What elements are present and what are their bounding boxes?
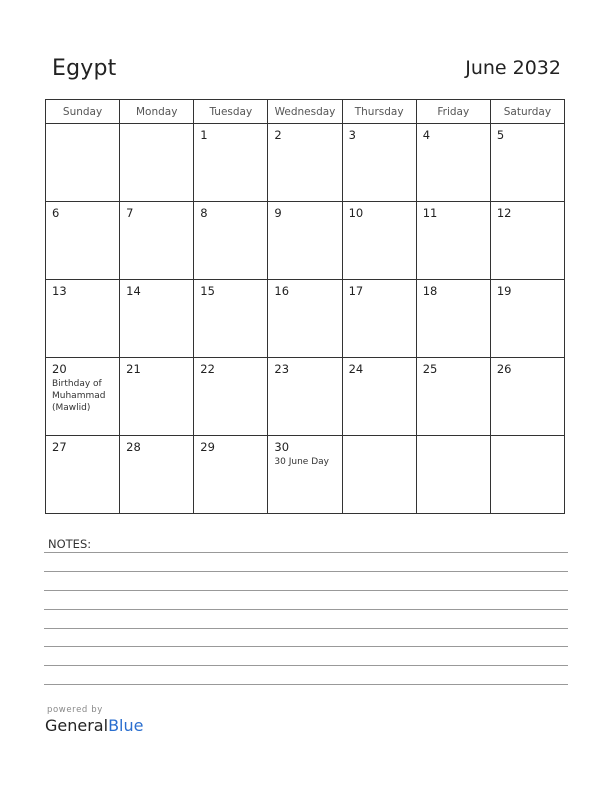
brand-general: General: [45, 716, 109, 735]
day-cell: [268, 358, 342, 436]
day-cell: [490, 280, 564, 358]
weekday-header: Friday: [416, 100, 490, 124]
day-number: 25: [422, 362, 438, 376]
day-cell: [268, 124, 342, 202]
notes-line: [44, 552, 568, 553]
day-cell: [268, 280, 342, 358]
day-cell: [342, 436, 416, 514]
day-cell: [490, 436, 564, 514]
weekday-header: Monday: [120, 100, 194, 124]
day-cell: [120, 358, 194, 436]
day-cell: [268, 202, 342, 280]
day-cell: [342, 358, 416, 436]
day-number: 27: [52, 440, 67, 454]
day-cell: [342, 124, 416, 202]
weekday-header: Tuesday: [194, 100, 268, 124]
day-cell: [120, 124, 194, 202]
day-number: 20: [52, 362, 67, 376]
week-row: [46, 280, 565, 358]
day-number: 13: [52, 284, 67, 298]
day-cell: [416, 124, 490, 202]
day-cell: [490, 124, 564, 202]
day-number: 22: [200, 362, 215, 376]
day-cell: [194, 124, 268, 202]
day-cell: [46, 358, 120, 436]
brand-blue: Blue: [108, 716, 144, 735]
notes-line: [44, 571, 568, 572]
notes-line: [44, 684, 568, 685]
day-cell: [46, 124, 120, 202]
day-number: 3: [348, 128, 356, 142]
day-number: 14: [126, 284, 141, 298]
day-number: 2: [274, 128, 282, 142]
day-cell: [120, 280, 194, 358]
notes-line: [44, 590, 568, 591]
day-number: 29: [200, 440, 215, 454]
weekday-header-row: [46, 100, 565, 124]
week-row: [46, 358, 565, 436]
day-number: 18: [422, 284, 438, 298]
week-row: [46, 436, 565, 514]
day-number: 1: [200, 128, 208, 142]
day-cell: [416, 280, 490, 358]
week-row: [46, 124, 565, 202]
day-cell: [490, 358, 564, 436]
day-cell: [194, 358, 268, 436]
day-number: 5: [496, 128, 505, 142]
powered-by-text: powered by: [47, 705, 103, 715]
day-number: 24: [348, 362, 364, 376]
day-number: 28: [126, 440, 141, 454]
day-cell: [416, 358, 490, 436]
day-cell: [416, 436, 490, 514]
holiday-label: Birthday of Muhammad (Mawlid): [52, 379, 106, 413]
day-cell: [268, 436, 342, 514]
day-cell: [194, 436, 268, 514]
day-number: 16: [274, 284, 290, 298]
day-number: 6: [52, 206, 60, 220]
generalblue-logo: [45, 705, 143, 735]
country-title: Egypt: [52, 56, 117, 81]
day-number: 19: [496, 284, 512, 298]
day-cell: [342, 202, 416, 280]
notes-label: NOTES:: [48, 537, 92, 551]
day-number: 9: [274, 206, 282, 220]
day-cell: [490, 202, 564, 280]
week-row: [46, 202, 565, 280]
weekday-header: Wednesday: [268, 100, 342, 124]
day-number: 23: [274, 362, 290, 376]
day-cell: [46, 202, 120, 280]
weekday-header: Saturday: [490, 100, 564, 124]
day-cell: [46, 280, 120, 358]
day-cell: [342, 280, 416, 358]
day-cell: [120, 436, 194, 514]
day-number: 8: [200, 206, 208, 220]
day-cell: [46, 436, 120, 514]
day-number: 15: [200, 284, 215, 298]
notes-line: [44, 665, 568, 666]
day-number: 11: [422, 206, 438, 220]
weekday-header: Sunday: [46, 100, 120, 124]
calendar-grid: [45, 99, 565, 514]
day-number: 17: [348, 284, 364, 298]
day-number: 21: [126, 362, 141, 376]
weekday-header: Thursday: [342, 100, 416, 124]
month-year-title: June 2032: [465, 57, 561, 79]
day-cell: [120, 202, 194, 280]
holiday-label: 30 June Day: [274, 457, 329, 467]
day-cell: [416, 202, 490, 280]
day-number: 12: [496, 206, 512, 220]
day-number: 30: [274, 440, 290, 454]
day-number: 7: [126, 206, 134, 220]
notes-line: [44, 646, 568, 647]
notes-line: [44, 609, 568, 610]
notes-line: [44, 628, 568, 629]
day-cell: [194, 280, 268, 358]
day-cell: [194, 202, 268, 280]
day-number: 26: [496, 362, 512, 376]
brand-wordmark: [45, 716, 143, 735]
day-number: 10: [348, 206, 364, 220]
day-number: 4: [422, 128, 431, 142]
